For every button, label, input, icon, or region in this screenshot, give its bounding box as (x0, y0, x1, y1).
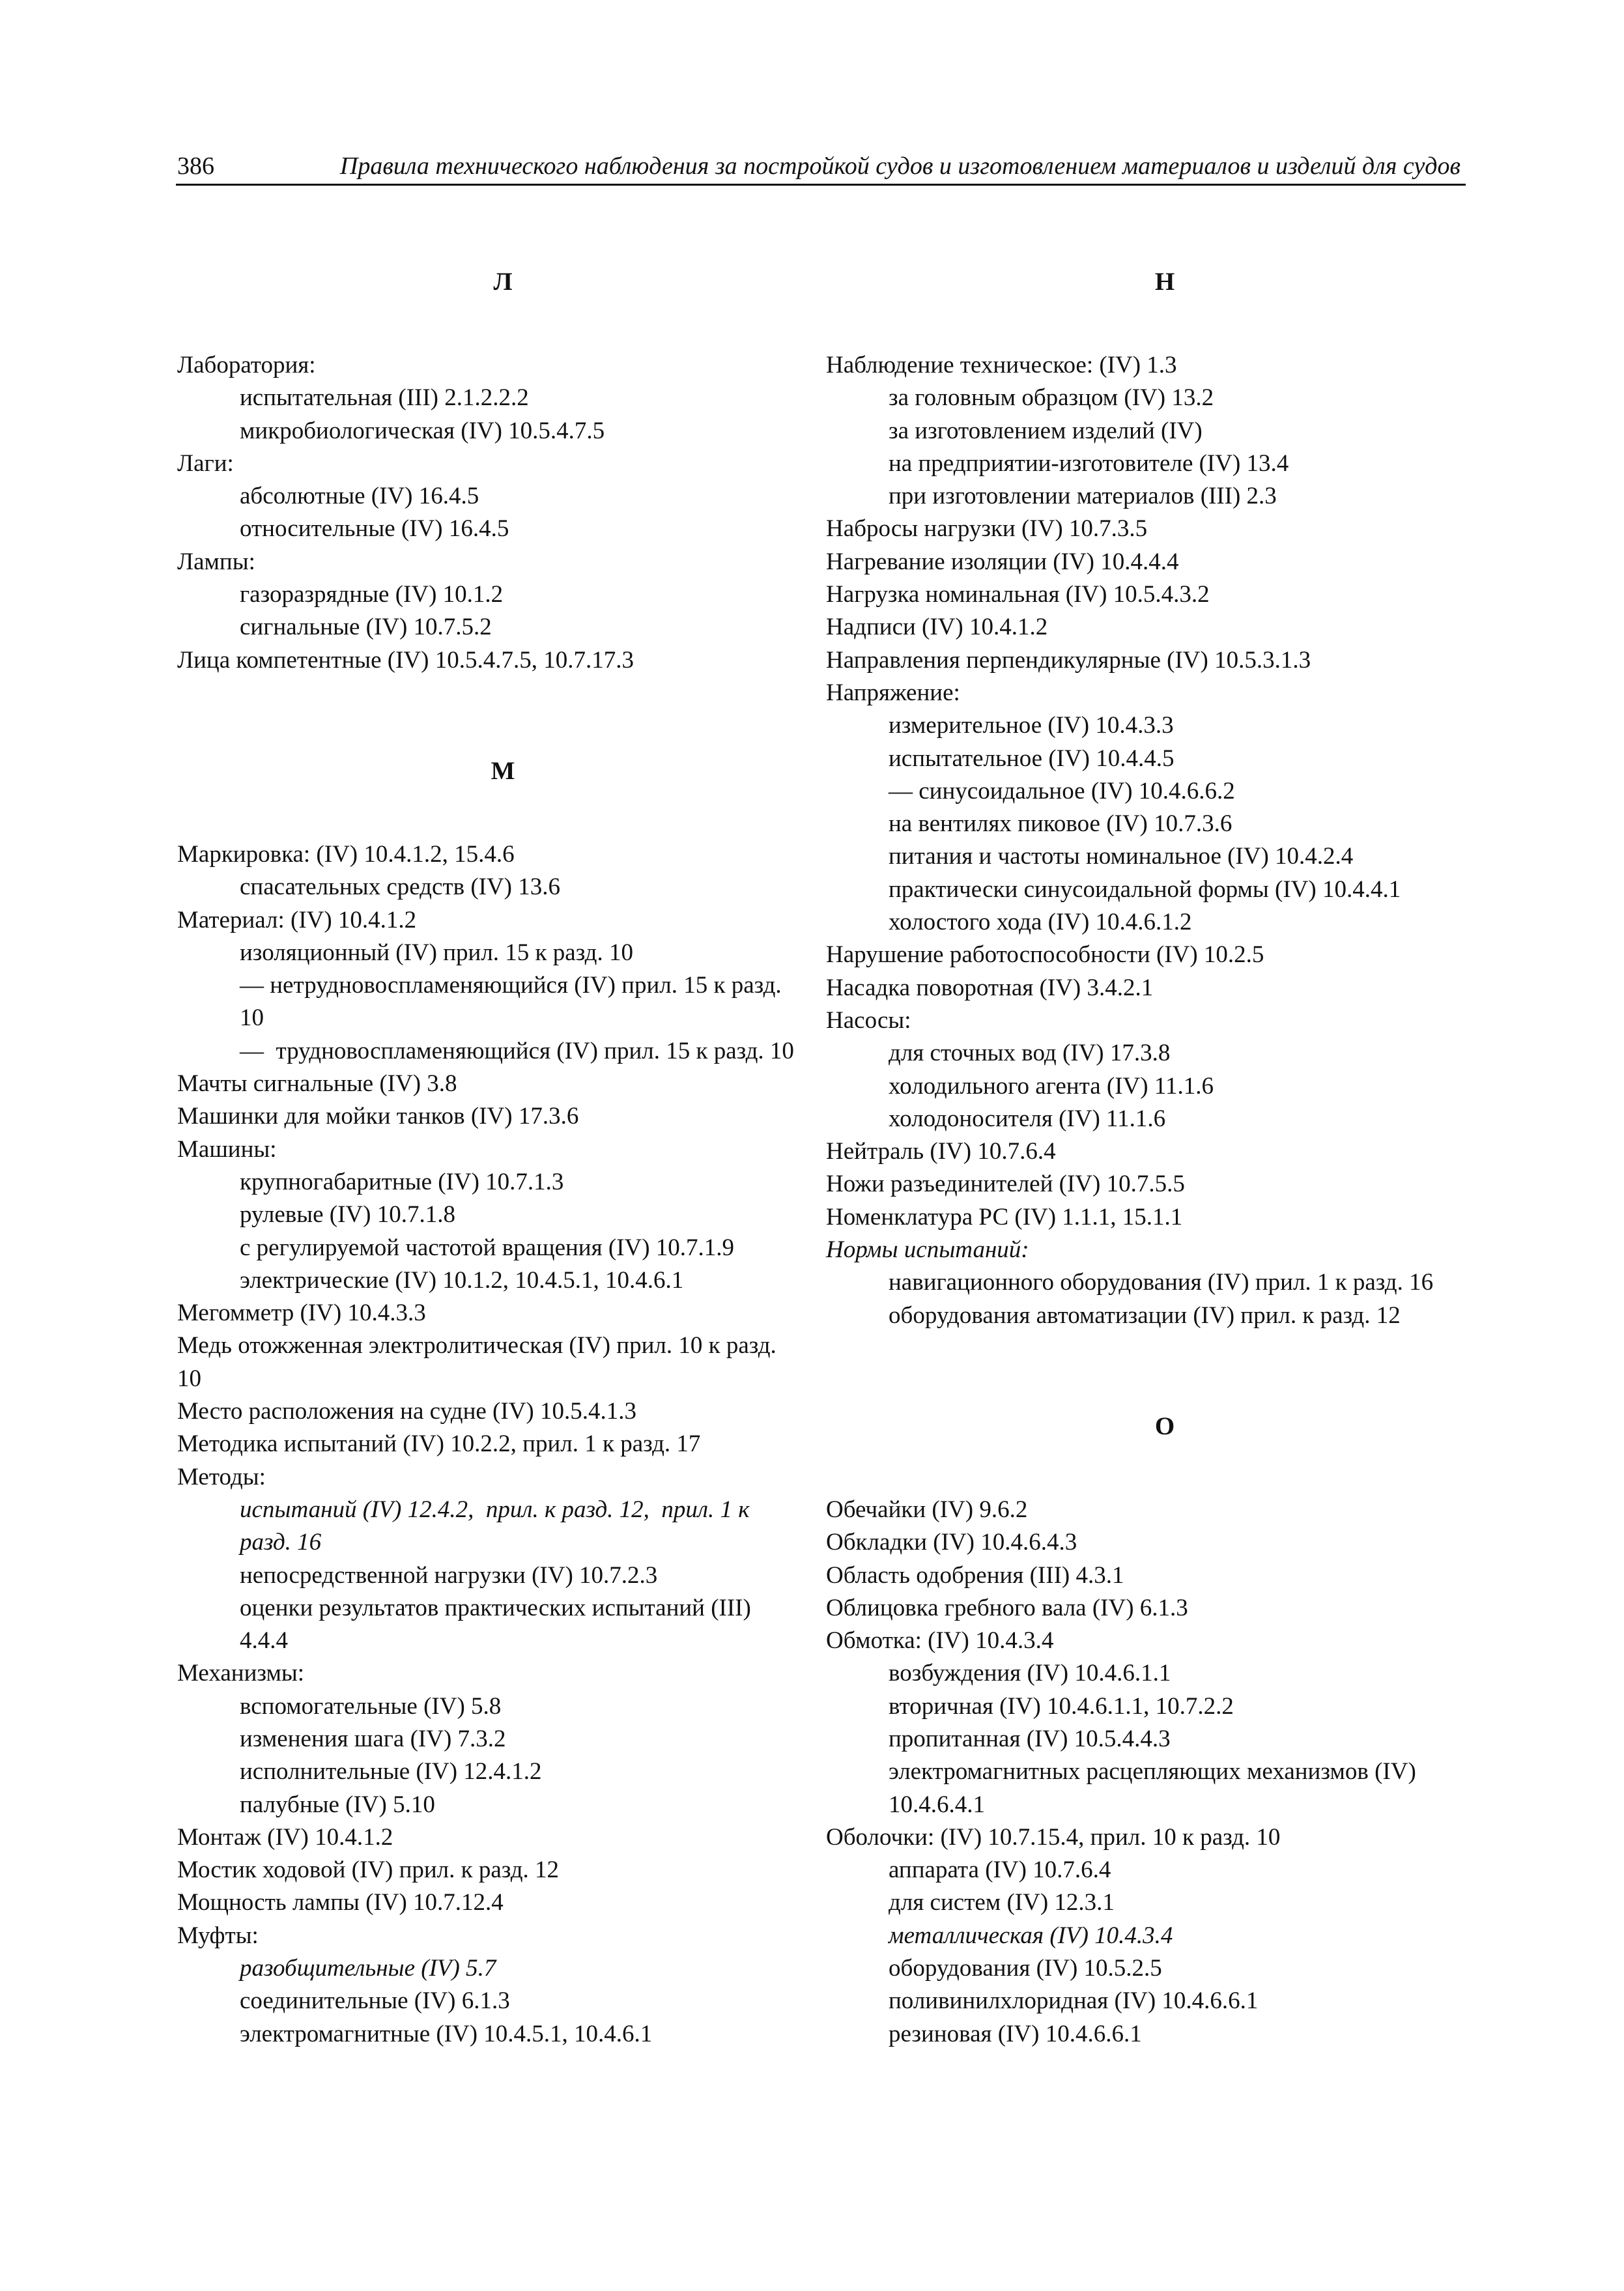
index-subentry: холостого хода (IV) 10.4.6.1.2 (889, 909, 1192, 936)
page-header (176, 149, 1466, 186)
index-subentry: вспомогательные (IV) 5.8 (240, 1692, 502, 1720)
index-subentry: электрические (IV) 10.1.2, 10.4.5.1, 10.4.6.1 (240, 1266, 684, 1294)
index-entry: Машины: (177, 1135, 277, 1163)
index-entry: Методы: (177, 1463, 266, 1490)
index-section (177, 755, 803, 2051)
index-subentry: вторичная (IV) 10.4.6.1.1, 10.7.2.2 (889, 1692, 1234, 1720)
index-subentry: спасательных средств (IV) 13.6 (240, 874, 561, 901)
index-subentry: пропитанная (IV) 10.5.4.4.3 (889, 1725, 1171, 1752)
index-subentry: изоляционный (IV) прил. 15 к разд. 10 (240, 939, 633, 966)
index-entry: Обечайки (IV) 9.6.2 (826, 1496, 1028, 1523)
index-entry: Монтаж (IV) 10.4.1.2 (177, 1823, 393, 1851)
index-subentry: практически синусоидальной формы (IV) 10.4.4.1 (889, 875, 1401, 903)
index-entry: Наблюдение техническое: (IV) 1.3 (826, 352, 1177, 378)
index-entry: Мостик ходовой (IV) прил. к разд. 12 (177, 1857, 560, 1884)
index-subentry: поливинилхлоридная (IV) 10.4.6.6.1 (889, 1987, 1259, 2015)
index-subentry: на предприятии-изготовителе (IV) 13.4 (889, 449, 1289, 477)
index-subentry: для сточных вод (IV) 17.3.8 (889, 1040, 1171, 1067)
page-number: 386 (177, 152, 214, 180)
index-subentry: оборудования (IV) 10.5.2.5 (889, 1955, 1162, 1982)
index-subentry: оборудования автоматизации (IV) прил. к разд. 12 (889, 1302, 1401, 1329)
index-subentry: — синусоидальное (IV) 10.4.6.6.2 (889, 777, 1235, 804)
index-subentry: разобщительные (IV) 5.7 (240, 1955, 496, 1982)
index-subentry: за головным образцом (IV) 13.2 (889, 384, 1214, 412)
index-entry: Направления перпендикулярные (IV) 10.5.3.1.3 (826, 646, 1311, 674)
index-entry: Маркировка: (IV) 10.4.1.2, 15.4.6 (177, 840, 515, 868)
index-entry: Методика испытаний (IV) 10.2.2, прил. 1 к разд. 17 (177, 1430, 701, 1458)
index-subentry: микробиологическая (IV) 10.5.4.7.5 (240, 417, 605, 444)
index-subentry: за изготовлением изделий (IV) (889, 417, 1203, 444)
index-subentry: газоразрядные (IV) 10.1.2 (240, 581, 504, 608)
index-entry: Облицовка гребного вала (IV) 6.1.3 (826, 1594, 1188, 1621)
index-subentry: испытательная (III) 2.1.2.2.2 (240, 384, 529, 412)
index-entry: Муфты: (177, 1922, 259, 1949)
index-subentry: для систем (IV) 12.3.1 (889, 1889, 1115, 1916)
index-entry: Мощность лампы (IV) 10.7.12.4 (177, 1889, 504, 1916)
index-entry: Машинки для мойки танков (IV) 17.3.6 (177, 1103, 579, 1130)
index-entry: Оболочки: (IV) 10.7.15.4, прил. 10 к разд. 10 (826, 1823, 1281, 1851)
index-subentry: при изготовлении материалов (III) 2.3 (889, 483, 1277, 510)
index-subentry: с регулируемой частотой вращения (IV) 10.7.1.9 (240, 1234, 735, 1261)
index-entry: Мачты сигнальные (IV) 3.8 (177, 1070, 457, 1098)
index-entry: Напряжение: (826, 679, 960, 706)
section-letter: Л (493, 268, 513, 296)
index-subentry: исполнительные (IV) 12.4.1.2 (240, 1758, 542, 1786)
index-section (826, 1410, 1451, 2051)
index-entry: Насосы: (826, 1006, 911, 1034)
index-entry: Насадка поворотная (IV) 3.4.2.1 (826, 974, 1154, 1001)
index-subentry: измерительное (IV) 10.4.3.3 (889, 712, 1174, 739)
index-subentry: на вентилях пиковое (IV) 10.7.3.6 (889, 810, 1232, 838)
index-subentry: аппарата (IV) 10.7.6.4 (889, 1857, 1111, 1884)
index-subentry: изменения шага (IV) 7.3.2 (240, 1725, 506, 1752)
index-subentry: оценки результатов практических испытаний (III) 4.4.4 (240, 1594, 758, 1655)
index-subentry: абсолютные (IV) 16.4.5 (240, 483, 479, 510)
index-subentry: навигационного оборудования (IV) прил. 1 к разд. 16 (889, 1269, 1434, 1296)
index-entry: Обмотка: (IV) 10.4.3.4 (826, 1627, 1054, 1655)
index-subentry: возбуждения (IV) 10.4.6.1.1 (889, 1660, 1171, 1687)
index-subentry: крупногабаритные (IV) 10.7.1.3 (240, 1168, 564, 1195)
index-entry: Медь отожженная электролитическая (IV) прил. 10 к разд. 10 (177, 1332, 783, 1392)
section-letter: Н (1154, 268, 1175, 296)
index-entry: Ножи разъединителей (IV) 10.7.5.5 (826, 1171, 1185, 1198)
right-column (826, 266, 1451, 2051)
index-subentry: питания и частоты номинальное (IV) 10.4.2.4 (889, 843, 1354, 870)
section-letter: М (491, 756, 515, 785)
index-subentry: холодоносителя (IV) 11.1.6 (889, 1105, 1166, 1132)
index-subentry: соединительные (IV) 6.1.3 (240, 1987, 510, 2015)
index-entry: Лаборатория: (177, 352, 316, 378)
index-subentry: непосредственной нагрузки (IV) 10.7.2.3 (240, 1561, 658, 1589)
index-entry: Лица компетентные (IV) 10.5.4.7.5, 10.7.17.3 (177, 646, 634, 674)
left-column (177, 266, 803, 2051)
running-title: Правила технического наблюдения за постройкой судов и изготовлением материалов и изделий для судов (339, 152, 1460, 180)
index-subentry: холодильного агента (IV) 11.1.6 (889, 1072, 1214, 1100)
index-subentry: палубные (IV) 5.10 (240, 1791, 435, 1818)
index-subentry: рулевые (IV) 10.7.1.8 (240, 1201, 455, 1229)
index-entry: Механизмы: (177, 1660, 305, 1687)
index-subentry: электромагнитные (IV) 10.4.5.1, 10.4.6.1 (240, 2020, 653, 2047)
index-entry: Нейтраль (IV) 10.7.6.4 (826, 1138, 1056, 1165)
index-entry: Лаги: (177, 449, 234, 477)
index-subentry: испытательное (IV) 10.4.4.5 (889, 745, 1175, 772)
index-section (177, 266, 803, 677)
index-entry: Номенклатура РС (IV) 1.1.1, 15.1.1 (826, 1203, 1183, 1231)
index-subentry: металлическая (IV) 10.4.3.4 (889, 1922, 1173, 1949)
index-entry: Нормы испытаний: (826, 1236, 1029, 1264)
index-subentry: — трудновоспламеняющийся (IV) прил. 15 к разд. 10 (240, 1037, 794, 1064)
index-entry: Лампы: (177, 548, 255, 575)
index-entry: Место расположения на судне (IV) 10.5.4.1.3 (177, 1398, 636, 1425)
section-letter: О (1154, 1412, 1175, 1440)
index-entry: Материал: (IV) 10.4.1.2 (177, 906, 417, 933)
index-entry: Обкладки (IV) 10.4.6.4.3 (826, 1529, 1077, 1556)
index-entry: Область одобрения (III) 4.3.1 (826, 1561, 1124, 1589)
index-subentry: испытаний (IV) 12.4.2, прил. к разд. 12, прил. 1 к разд. 16 (240, 1496, 756, 1556)
index-subentry: электромагнитных расцепляющих механизмов (IV) 10.4.6.4.1 (889, 1758, 1423, 1818)
index-entry: Нагревание изоляции (IV) 10.4.4.4 (826, 548, 1179, 575)
index-subentry: резиновая (IV) 10.4.6.6.1 (889, 2020, 1142, 2047)
index-subentry: относительные (IV) 16.4.5 (240, 515, 509, 543)
index-section (826, 266, 1451, 1332)
index-entry: Нарушение работоспособности (IV) 10.2.5 (826, 941, 1264, 969)
index-subentry: — нетрудновоспламеняющийся (IV) прил. 15 к разд. 10 (240, 972, 788, 1032)
index-entry: Мегомметр (IV) 10.4.3.3 (177, 1300, 426, 1327)
index-entry: Набросы нагрузки (IV) 10.7.3.5 (826, 515, 1148, 543)
index-subentry: сигнальные (IV) 10.7.5.2 (240, 614, 492, 641)
index-entry: Нагрузка номинальная (IV) 10.5.4.3.2 (826, 581, 1210, 608)
index-entry: Надписи (IV) 10.4.1.2 (826, 614, 1048, 641)
